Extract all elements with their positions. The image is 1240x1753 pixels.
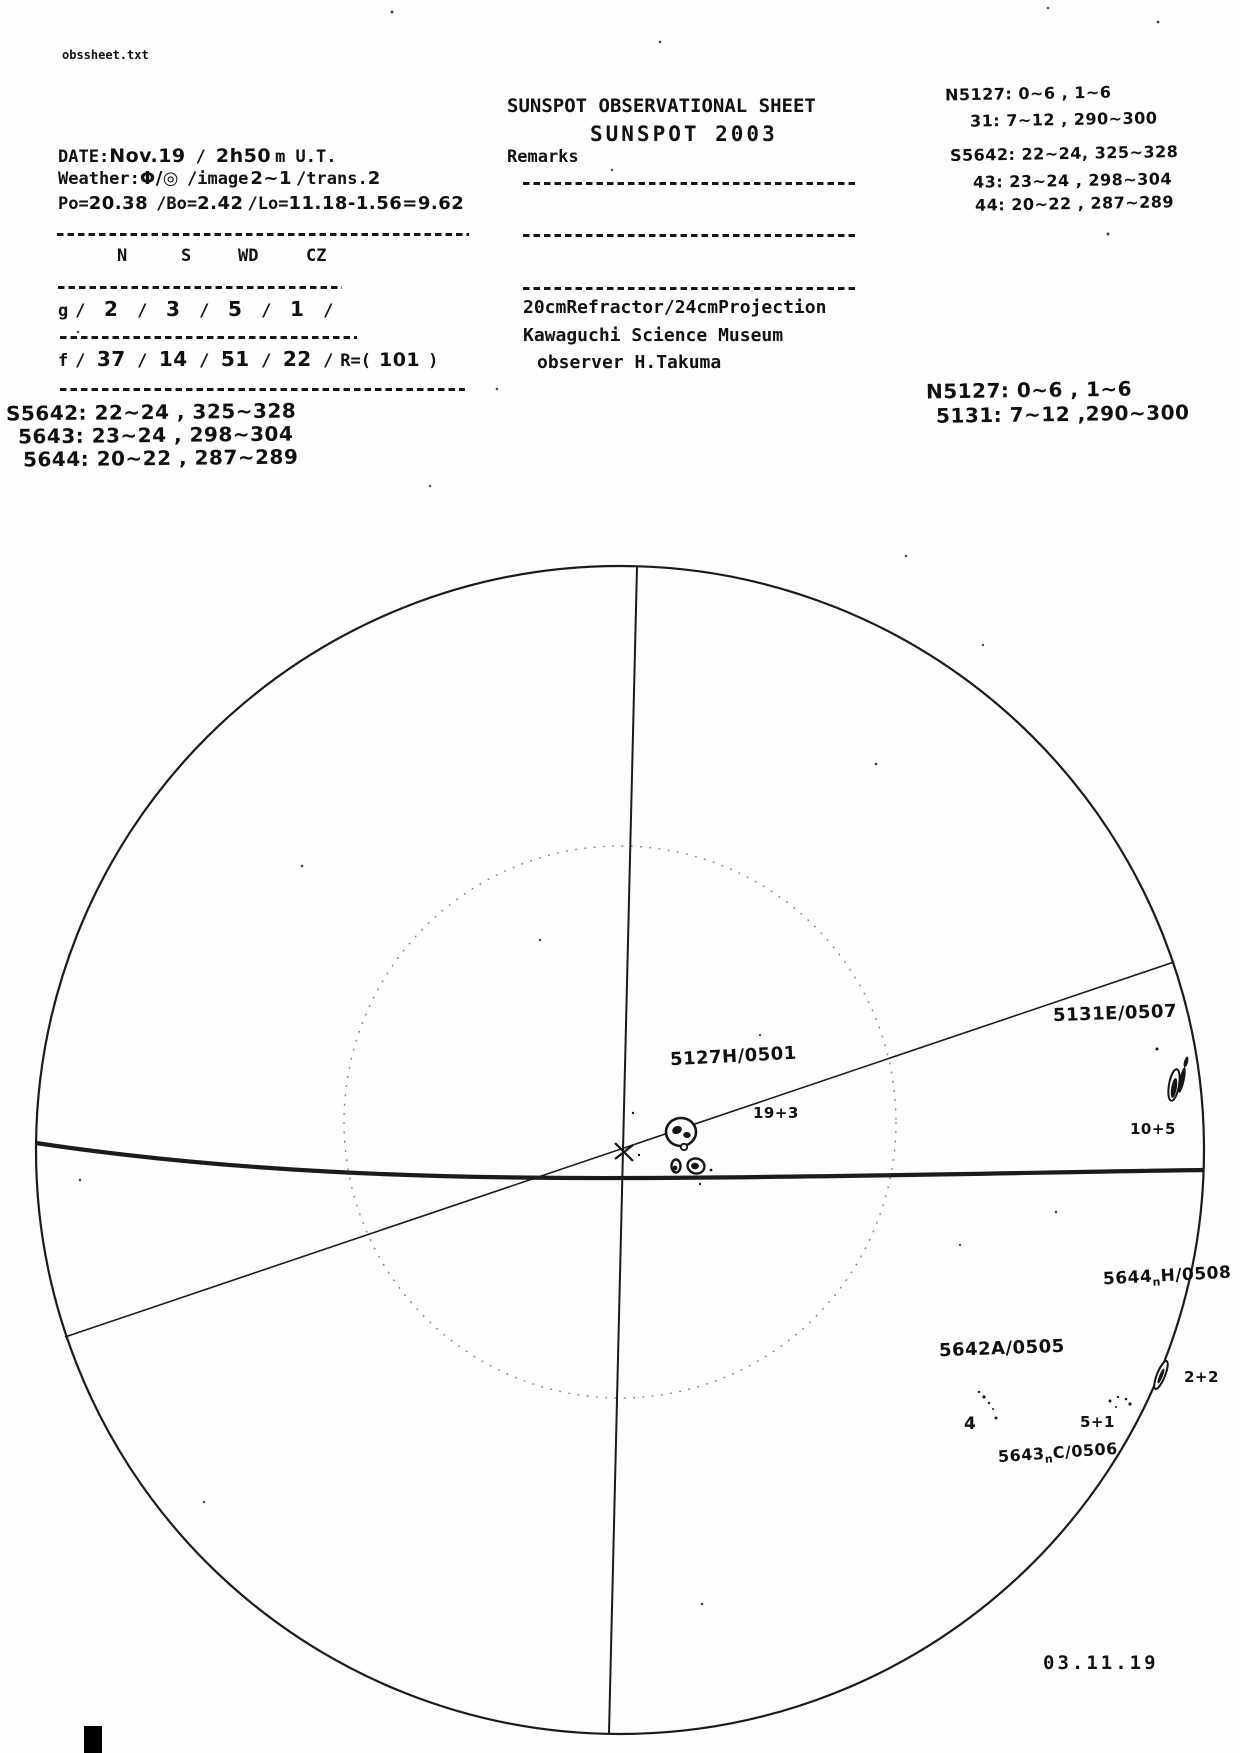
slash: / bbox=[75, 351, 86, 371]
f-label: f bbox=[58, 351, 69, 371]
col-header-wd: WD bbox=[238, 246, 259, 266]
date-separator: / bbox=[195, 147, 206, 167]
r-value: 101 bbox=[378, 349, 421, 371]
g-value-n: 2 bbox=[104, 297, 119, 321]
remarks-rule-2 bbox=[523, 234, 855, 237]
g-label: g bbox=[58, 301, 69, 321]
instrument-line: 20cmRefractor/24cmProjection bbox=[523, 297, 827, 318]
lo-label: /Lo= bbox=[247, 194, 289, 214]
slash: / bbox=[137, 301, 148, 321]
slash: / bbox=[261, 301, 272, 321]
g-value-cz: 1 bbox=[290, 297, 305, 321]
po-bo-lo-line bbox=[58, 193, 464, 214]
bo-value: 2.42 bbox=[197, 193, 244, 214]
disk-label-5644-number: 5644 bbox=[1102, 1266, 1153, 1290]
po-value: 20.38 bbox=[88, 193, 149, 214]
table-rule-2 bbox=[58, 286, 342, 289]
slash: / bbox=[137, 351, 148, 371]
disk-label-5644-sub: n bbox=[1152, 1275, 1162, 1289]
table-rule-4 bbox=[60, 388, 465, 391]
group-note-5644: 5644: 20~22 , 287~289 bbox=[22, 444, 299, 472]
lo-value: 11.18-1.56=9.62 bbox=[288, 193, 465, 214]
trans-label: /trans. bbox=[296, 169, 368, 189]
scan-edge-blob bbox=[84, 1726, 102, 1753]
col-header-s: S bbox=[181, 246, 192, 266]
sunspot-group-5644 bbox=[1152, 1360, 1171, 1391]
tr-note-5644: 44: 20~22 , 287~289 bbox=[974, 192, 1175, 215]
tr-note-5642: S5642: 22~24, 325~328 bbox=[949, 142, 1179, 165]
weather-label: Weather: bbox=[58, 169, 140, 189]
disk-count-5131: 10+5 bbox=[1130, 1120, 1176, 1138]
date-line bbox=[58, 145, 337, 167]
g-count-row bbox=[58, 297, 340, 321]
slash: / bbox=[261, 351, 272, 371]
disk-label-5642: 5642A/0505 bbox=[938, 1335, 1066, 1362]
weather-line bbox=[58, 168, 381, 189]
slash: / bbox=[323, 301, 334, 321]
slash: / bbox=[75, 301, 86, 321]
disk-label-5131: 5131E/0507 bbox=[1052, 1000, 1178, 1027]
sunspot-group-5642 bbox=[978, 1391, 998, 1420]
disk-count-5642: 4 bbox=[964, 1414, 977, 1434]
disk-count-5644: 2+2 bbox=[1184, 1368, 1219, 1386]
disk-label-5643-sub: n bbox=[1044, 1452, 1054, 1466]
table-rule-1 bbox=[57, 233, 469, 236]
observer-line: observer H.Takuma bbox=[537, 352, 722, 373]
image-value: 2~1 bbox=[250, 168, 293, 189]
g-value-s: 3 bbox=[166, 297, 181, 321]
remarks-rule-1 bbox=[523, 182, 855, 185]
slash: / bbox=[199, 351, 210, 371]
sunspot-group-5643 bbox=[1109, 1396, 1132, 1408]
disk-label-5643-class: C/0506 bbox=[1052, 1438, 1119, 1463]
group-note-5643: 5643: 23~24 , 298~304 bbox=[17, 421, 294, 449]
f-value-n: 37 bbox=[96, 347, 126, 371]
year-title: SUNSPOT 2003 bbox=[590, 122, 778, 146]
f-count-row bbox=[58, 347, 438, 371]
sheet-title: SUNSPOT OBSERVATIONAL SHEET bbox=[507, 95, 816, 117]
tr-note-5131: 31: 7~12 , 290~300 bbox=[969, 108, 1158, 131]
table-rule-3 bbox=[60, 336, 357, 339]
site-line: Kawaguchi Science Museum bbox=[523, 325, 784, 346]
f-value-wd: 51 bbox=[220, 347, 250, 371]
disk-label-5127: 5127H/0501 bbox=[669, 1042, 798, 1071]
group-note-5642: S5642: 22~24 , 325~328 bbox=[5, 398, 297, 426]
mr-note-5127: N5127: 0~6 , 1~6 bbox=[925, 376, 1133, 404]
disk-count-5643: 5+1 bbox=[1080, 1413, 1115, 1431]
slash: / bbox=[323, 351, 334, 371]
tr-note-5643: 43: 23~24 , 298~304 bbox=[972, 169, 1173, 192]
time-value: 2h50 bbox=[215, 145, 272, 167]
bo-label: /Bo= bbox=[156, 194, 198, 214]
col-header-n: N bbox=[117, 246, 128, 266]
trans-value: 2 bbox=[367, 168, 381, 189]
date-label: DATE: bbox=[58, 147, 110, 167]
remarks-rule-3 bbox=[523, 287, 855, 290]
f-value-s: 14 bbox=[158, 347, 188, 371]
disk-count-5127: 19+3 bbox=[753, 1104, 799, 1122]
tr-note-5127: N5127: 0~6 , 1~6 bbox=[944, 82, 1112, 105]
r-suffix: ) bbox=[428, 351, 439, 371]
col-header-cz: CZ bbox=[306, 246, 327, 266]
file-label: obssheet.txt bbox=[62, 48, 149, 62]
weather-symbols: Φ/◎ bbox=[139, 168, 179, 189]
r-prefix: R=( bbox=[340, 351, 371, 371]
sunspot-group-5131 bbox=[1156, 1048, 1190, 1102]
disk-label-5644-class: H/0508 bbox=[1160, 1262, 1232, 1287]
image-label: /image bbox=[186, 169, 249, 189]
slash: / bbox=[199, 301, 210, 321]
date-stamp: 03.11.19 bbox=[1043, 1652, 1159, 1674]
disk-label-5643-number: 5643 bbox=[997, 1443, 1046, 1467]
time-suffix: m U.T. bbox=[275, 147, 337, 167]
g-value-wd: 5 bbox=[228, 297, 243, 321]
remarks-label: Remarks bbox=[507, 147, 579, 167]
f-value-cz: 22 bbox=[282, 347, 312, 371]
po-label: Po= bbox=[58, 194, 89, 214]
mr-note-5131: 5131: 7~12 ,290~300 bbox=[935, 400, 1190, 428]
date-value: Nov.19 bbox=[109, 145, 186, 167]
